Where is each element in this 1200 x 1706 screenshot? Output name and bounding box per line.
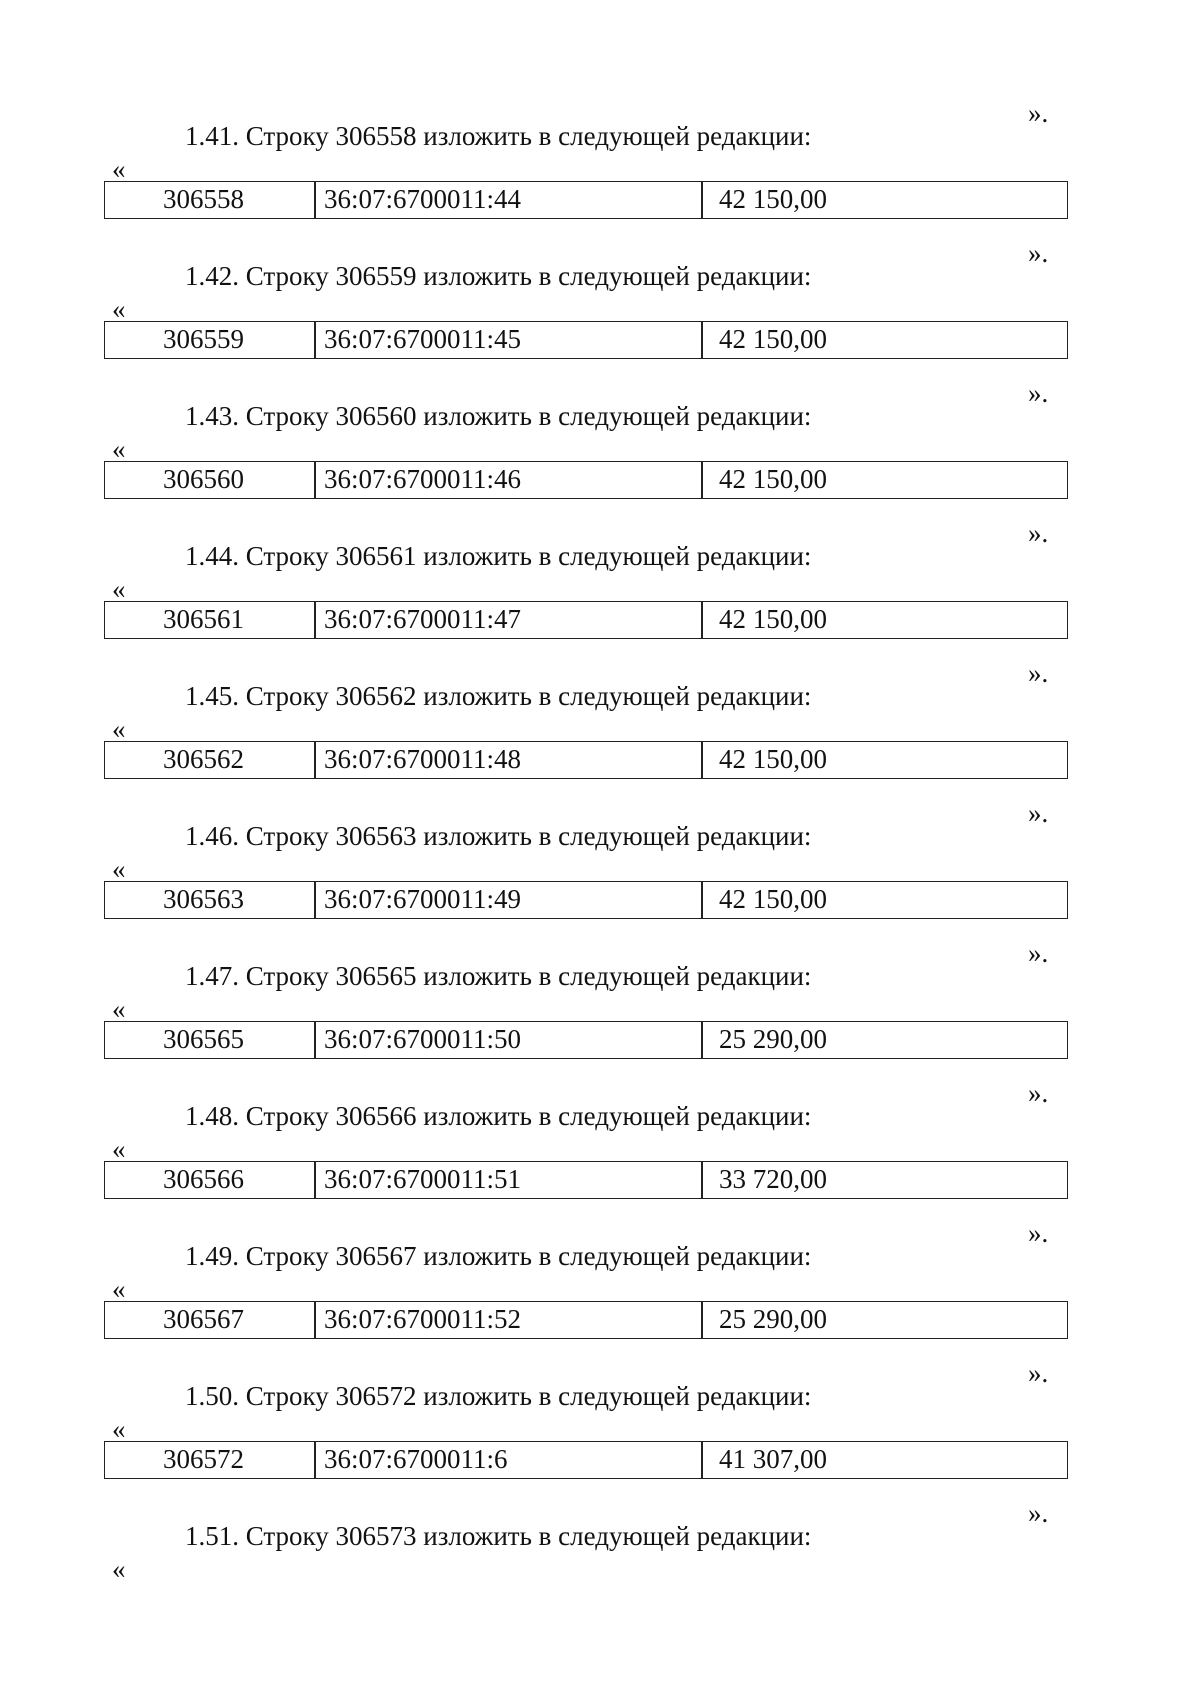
- table-row: [104, 881, 1068, 919]
- column-divider: [314, 742, 316, 778]
- column-divider: [701, 1302, 703, 1338]
- closing-quote: ».: [1028, 98, 1049, 128]
- closing-quote: ».: [1028, 658, 1049, 688]
- cell-code: 306565: [163, 1024, 244, 1054]
- cell-cadastral-number: 36:07:6700011:44: [324, 184, 522, 214]
- opening-quote: «: [112, 1274, 126, 1304]
- closing-quote: ».: [1028, 1078, 1049, 1108]
- column-divider: [701, 182, 703, 218]
- cell-code: 306566: [163, 1164, 244, 1194]
- cell-amount: 25 290,00: [719, 1304, 827, 1334]
- column-divider: [701, 1022, 703, 1058]
- amendment-instruction: 1.41. Строку 306558 изложить в следующей редакции:: [185, 121, 812, 151]
- column-divider: [314, 1022, 316, 1058]
- amendment-instruction: 1.48. Строку 306566 изложить в следующей редакции:: [185, 1101, 812, 1131]
- amendment-instruction: 1.46. Строку 306563 изложить в следующей редакции:: [185, 821, 812, 851]
- column-divider: [314, 1442, 316, 1478]
- opening-quote: «: [112, 1134, 126, 1164]
- cell-cadastral-number: 36:07:6700011:52: [324, 1304, 522, 1334]
- cell-cadastral-number: 36:07:6700011:50: [324, 1024, 522, 1054]
- amendment-instruction: 1.45. Строку 306562 изложить в следующей редакции:: [185, 681, 812, 711]
- closing-quote: ».: [1028, 518, 1049, 548]
- opening-quote: «: [112, 714, 126, 744]
- column-divider: [314, 462, 316, 498]
- table-row: [104, 181, 1068, 219]
- table-row: [104, 321, 1068, 359]
- column-divider: [314, 602, 316, 638]
- cell-cadastral-number: 36:07:6700011:45: [324, 324, 522, 354]
- opening-quote: «: [112, 994, 126, 1024]
- cell-amount: 42 150,00: [719, 744, 827, 774]
- cell-amount: 42 150,00: [719, 464, 827, 494]
- cell-code: 306559: [163, 324, 244, 354]
- column-divider: [701, 882, 703, 918]
- table-row: [104, 461, 1068, 499]
- opening-quote: «: [112, 854, 126, 884]
- table-row: [104, 601, 1068, 639]
- column-divider: [314, 182, 316, 218]
- closing-quote: ».: [1028, 798, 1049, 828]
- cell-code: 306567: [163, 1304, 244, 1334]
- column-divider: [314, 1302, 316, 1338]
- cell-code: 306562: [163, 744, 244, 774]
- cell-cadastral-number: 36:07:6700011:47: [324, 604, 522, 634]
- cell-amount: 42 150,00: [719, 324, 827, 354]
- amendment-instruction: 1.49. Строку 306567 изложить в следующей редакции:: [185, 1241, 812, 1271]
- cell-cadastral-number: 36:07:6700011:51: [324, 1164, 522, 1194]
- closing-quote: ».: [1028, 1358, 1049, 1388]
- closing-quote: ».: [1028, 238, 1049, 268]
- table-row: [104, 1441, 1068, 1479]
- cell-cadastral-number: 36:07:6700011:48: [324, 744, 522, 774]
- cell-code: 306560: [163, 464, 244, 494]
- amendment-instruction: 1.47. Строку 306565 изложить в следующей редакции:: [185, 961, 812, 991]
- cell-amount: 25 290,00: [719, 1024, 827, 1054]
- column-divider: [701, 1442, 703, 1478]
- cell-amount: 41 307,00: [719, 1444, 827, 1474]
- table-row: [104, 1161, 1068, 1199]
- amendment-instruction: 1.42. Строку 306559 изложить в следующей редакции:: [185, 261, 812, 291]
- cell-cadastral-number: 36:07:6700011:49: [324, 884, 522, 914]
- closing-quote: ».: [1028, 938, 1049, 968]
- closing-quote: ».: [1028, 378, 1049, 408]
- closing-quote: ».: [1028, 1218, 1049, 1248]
- opening-quote: «: [112, 434, 126, 464]
- amendment-instruction: 1.43. Строку 306560 изложить в следующей редакции:: [185, 401, 812, 431]
- table-row: [104, 1301, 1068, 1339]
- closing-quote: ».: [1028, 1498, 1049, 1528]
- column-divider: [701, 322, 703, 358]
- amendment-instruction: 1.51. Строку 306573 изложить в следующей редакции:: [185, 1521, 812, 1551]
- opening-quote: «: [112, 574, 126, 604]
- cell-code: 306572: [163, 1444, 244, 1474]
- cell-amount: 42 150,00: [719, 884, 827, 914]
- table-row: [104, 1021, 1068, 1059]
- cell-amount: 42 150,00: [719, 184, 827, 214]
- cell-code: 306563: [163, 884, 244, 914]
- column-divider: [701, 462, 703, 498]
- amendment-instruction: 1.44. Строку 306561 изложить в следующей редакции:: [185, 541, 812, 571]
- column-divider: [314, 322, 316, 358]
- column-divider: [701, 742, 703, 778]
- table-row: [104, 741, 1068, 779]
- cell-amount: 33 720,00: [719, 1164, 827, 1194]
- column-divider: [701, 1162, 703, 1198]
- column-divider: [701, 602, 703, 638]
- column-divider: [314, 882, 316, 918]
- cell-cadastral-number: 36:07:6700011:46: [324, 464, 522, 494]
- amendment-instruction: 1.50. Строку 306572 изложить в следующей редакции:: [185, 1381, 812, 1411]
- cell-amount: 42 150,00: [719, 604, 827, 634]
- opening-quote: «: [112, 154, 126, 184]
- cell-code: 306561: [163, 604, 244, 634]
- cell-cadastral-number: 36:07:6700011:6: [324, 1444, 508, 1474]
- cell-code: 306558: [163, 184, 244, 214]
- opening-quote: «: [112, 1554, 126, 1584]
- opening-quote: «: [112, 1414, 126, 1444]
- column-divider: [314, 1162, 316, 1198]
- opening-quote: «: [112, 294, 126, 324]
